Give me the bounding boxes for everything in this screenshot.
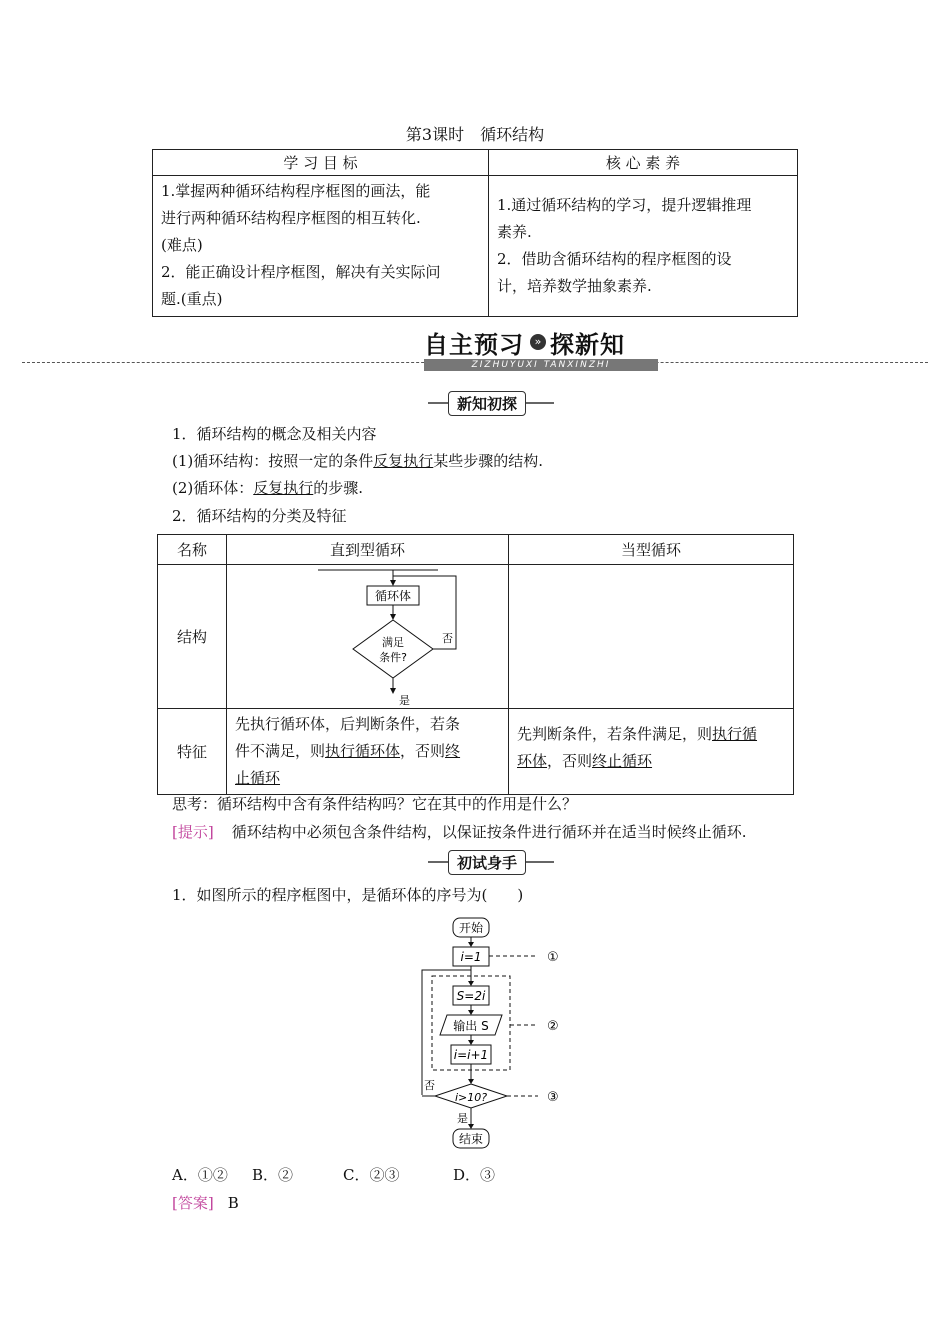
col-header-until: 直到型循环 xyxy=(227,535,509,565)
think-question: 思考：循环结构中含有条件结构吗？它在其中的作用是什么？ xyxy=(172,795,578,813)
answer-value: B xyxy=(227,1194,239,1212)
option-d: D．③ xyxy=(453,1166,496,1184)
goals-right-cell xyxy=(489,176,798,317)
feature-line: 先执行循环体，后判断条件，若条 xyxy=(235,715,461,733)
mark-1: ① xyxy=(547,950,559,965)
concept-heading: 1．循环结构的概念及相关内容 xyxy=(172,425,377,443)
concept-line-2 xyxy=(172,477,363,498)
section-banner xyxy=(422,325,636,359)
text: (2)循环体： xyxy=(172,479,254,497)
question-text: 1．如图所示的程序框图中，是循环体的序号为( ) xyxy=(172,886,524,904)
literacy-line: 2．借助含循环结构的程序框图的设 xyxy=(497,250,732,268)
section-new-title: 新知初探 xyxy=(448,391,526,416)
col-header-while: 当型循环 xyxy=(509,535,794,565)
mark-3: ③ xyxy=(547,1090,559,1105)
literacy-line: 计，培养数学抽象素养. xyxy=(497,277,652,295)
text: ，否则 xyxy=(400,742,446,760)
banner-subtitle: ZIZHUYUXI TANXINZHI xyxy=(424,359,658,371)
goal-line: 进行两种循环结构程序框图的相互转化. xyxy=(161,209,421,227)
until-cond-label-2: 条件? xyxy=(379,651,407,664)
feature-line xyxy=(517,721,785,748)
until-structure-cell xyxy=(227,565,509,709)
row-label-structure: 结构 xyxy=(158,565,227,709)
yes-label: 是 xyxy=(457,1112,468,1125)
text: 某些步骤的结构. xyxy=(433,452,544,470)
text: (1)循环结构：按照一定的条件 xyxy=(172,452,374,470)
feature-line xyxy=(235,738,500,765)
text: 先判断条件，若条件满足，则 xyxy=(517,725,713,743)
goal-line: 题.(重点) xyxy=(161,290,223,308)
fill-blank: 止循环 xyxy=(235,769,281,787)
goals-table xyxy=(152,149,798,317)
banner-title-right: 探新知 xyxy=(550,331,625,359)
goal-line: 2．能正确设计程序框图，解决有关实际问 xyxy=(161,263,441,281)
fill-blank: 执行循环体 xyxy=(325,742,401,760)
inc-label: i=i+1 xyxy=(453,1048,489,1062)
row-label-feature: 特征 xyxy=(158,709,227,795)
init-label: i=1 xyxy=(460,950,482,964)
lesson-title: 第3课时 循环结构 xyxy=(405,125,545,144)
answer xyxy=(172,1192,239,1213)
literacy-line: 1.通过循环结构的学习，提升逻辑推理 xyxy=(497,196,752,214)
cond-label: i>10? xyxy=(454,1091,488,1104)
classify-table xyxy=(157,534,794,795)
until-cond-label-1: 满足 xyxy=(382,636,404,649)
feature-line xyxy=(235,765,500,792)
feature-line xyxy=(517,748,785,775)
question-flowchart xyxy=(410,912,580,1152)
option-b: B．② xyxy=(252,1166,294,1184)
banner-title-left: 自主预习 xyxy=(424,331,524,359)
literacy-line: 素养. xyxy=(497,223,532,241)
until-yes-label: 是 xyxy=(399,694,410,707)
until-no-label: 否 xyxy=(442,632,453,645)
goals-header-left: 学 习 目 标 xyxy=(153,150,489,176)
goal-line: (难点) xyxy=(161,236,203,254)
until-body-label: 循环体 xyxy=(374,589,412,603)
hint xyxy=(172,821,747,842)
option-c: C．②③ xyxy=(343,1166,400,1184)
s-label: S=2i xyxy=(456,989,486,1003)
text: 的步骤. xyxy=(313,479,364,497)
goal-line: 1.掌握两种循环结构程序框图的画法，能 xyxy=(161,182,431,200)
hint-text: 循环结构中必须包含条件结构，以保证按条件进行循环并在适当时候终止循环. xyxy=(231,823,747,841)
answer-tag: [答案] xyxy=(172,1194,214,1212)
until-feature-cell xyxy=(227,709,509,795)
end-label: 结束 xyxy=(458,1132,484,1146)
while-feature-cell xyxy=(509,709,794,795)
output-label: 输出 S xyxy=(453,1019,489,1033)
fill-blank: 终止循环 xyxy=(592,752,653,770)
until-loop-diagram xyxy=(228,566,507,707)
option-a: A．①② xyxy=(172,1166,228,1184)
goals-left-cell xyxy=(153,176,489,317)
fill-blank: 环体 xyxy=(517,752,548,770)
fill-blank: 终 xyxy=(445,742,461,760)
text: ，否则 xyxy=(547,752,593,770)
concept-line-1 xyxy=(172,450,543,471)
fill-blank: 反复执行 xyxy=(253,479,314,497)
text: 件不满足，则 xyxy=(235,742,326,760)
col-header-name: 名称 xyxy=(158,535,227,565)
start-label: 开始 xyxy=(458,921,484,935)
fill-blank: 执行循 xyxy=(712,725,758,743)
while-structure-cell xyxy=(509,565,794,709)
hint-tag: [提示] xyxy=(172,823,214,841)
fill-blank: 反复执行 xyxy=(373,452,434,470)
goals-header-right: 核 心 素 养 xyxy=(489,150,798,176)
chevron-right-icon: » xyxy=(530,334,546,350)
no-label: 否 xyxy=(424,1079,435,1092)
mark-2: ② xyxy=(547,1019,559,1034)
classify-heading: 2．循环结构的分类及特征 xyxy=(172,507,347,525)
section-try-title: 初试身手 xyxy=(448,850,526,875)
